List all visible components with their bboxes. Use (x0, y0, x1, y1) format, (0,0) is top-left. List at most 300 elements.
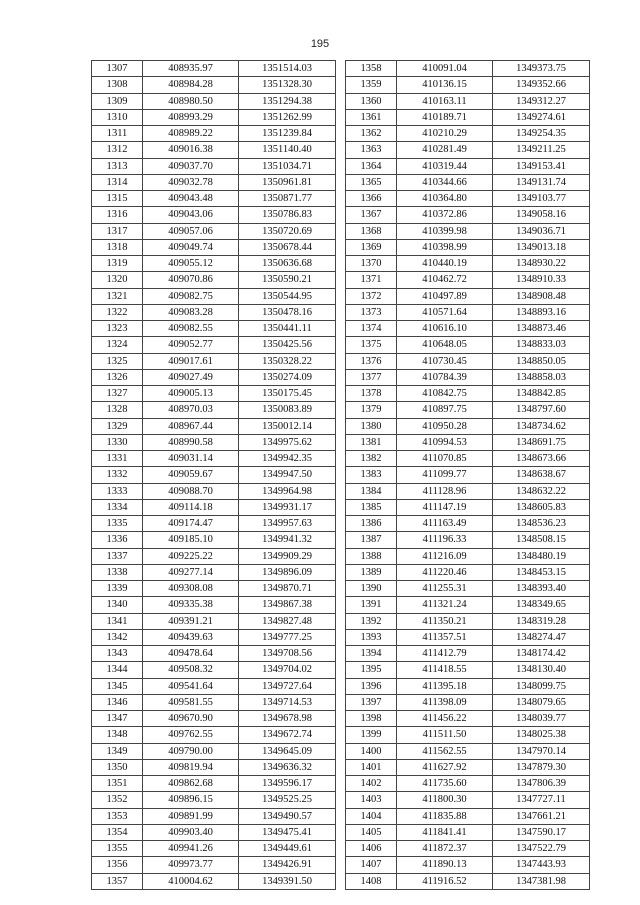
table-row (346, 239, 590, 255)
point-number-cell: 1389 (346, 564, 397, 580)
table-row (346, 581, 590, 597)
x-coordinate-cell: 408990.58 (143, 434, 239, 450)
x-coordinate-cell: 409037.70 (143, 158, 239, 174)
y-coordinate-cell: 1347970.14 (493, 743, 590, 759)
table-row (346, 158, 590, 174)
point-number-cell: 1351 (92, 776, 143, 792)
y-coordinate-cell: 1348393.40 (493, 581, 590, 597)
point-number-cell: 1340 (92, 597, 143, 613)
table-row (346, 223, 590, 239)
y-coordinate-cell: 1348908.48 (493, 288, 590, 304)
y-coordinate-cell: 1349708.56 (239, 646, 336, 662)
point-number-cell: 1333 (92, 483, 143, 499)
table-row (346, 337, 590, 353)
x-coordinate-cell: 410616.10 (397, 321, 493, 337)
table-row (346, 499, 590, 515)
y-coordinate-cell: 1349426.91 (239, 857, 336, 873)
point-number-cell: 1323 (92, 321, 143, 337)
point-number-cell: 1374 (346, 321, 397, 337)
y-coordinate-cell: 1349975.62 (239, 434, 336, 450)
x-coordinate-cell: 411627.92 (397, 759, 493, 775)
x-coordinate-cell: 411890.13 (397, 857, 493, 873)
x-coordinate-cell: 411735.60 (397, 776, 493, 792)
point-number-cell: 1392 (346, 613, 397, 629)
x-coordinate-cell: 409043.06 (143, 207, 239, 223)
point-number-cell: 1349 (92, 743, 143, 759)
x-coordinate-cell: 409335.38 (143, 597, 239, 613)
table-row (92, 256, 336, 272)
y-coordinate-cell: 1349957.63 (239, 516, 336, 532)
point-number-cell: 1321 (92, 288, 143, 304)
y-coordinate-cell: 1347806.39 (493, 776, 590, 792)
table-row (92, 174, 336, 190)
table-row (346, 321, 590, 337)
point-number-cell: 1334 (92, 499, 143, 515)
y-coordinate-cell: 1349827.48 (239, 613, 336, 629)
point-number-cell: 1325 (92, 353, 143, 369)
point-number-cell: 1312 (92, 142, 143, 158)
x-coordinate-cell: 411412.79 (397, 646, 493, 662)
y-coordinate-cell: 1349678.98 (239, 711, 336, 727)
table-row (92, 304, 336, 320)
table-row (92, 402, 336, 418)
x-coordinate-cell: 409174.47 (143, 516, 239, 532)
x-coordinate-cell: 411147.19 (397, 499, 493, 515)
x-coordinate-cell: 409057.06 (143, 223, 239, 239)
table-row (92, 499, 336, 515)
table-row (92, 711, 336, 727)
x-coordinate-cell: 409017.61 (143, 353, 239, 369)
table-row (346, 434, 590, 450)
table-row (92, 434, 336, 450)
point-number-cell: 1368 (346, 223, 397, 239)
x-coordinate-cell: 409059.67 (143, 467, 239, 483)
y-coordinate-cell: 1349036.71 (493, 223, 590, 239)
table-row (346, 516, 590, 532)
table-row (346, 841, 590, 857)
x-coordinate-cell: 409032.78 (143, 174, 239, 190)
x-coordinate-cell: 410210.29 (397, 126, 493, 142)
point-number-cell: 1357 (92, 873, 143, 889)
table-row (346, 256, 590, 272)
y-coordinate-cell: 1349153.41 (493, 158, 590, 174)
y-coordinate-cell: 1348632.22 (493, 483, 590, 499)
coordinates-table-right (345, 60, 590, 890)
point-number-cell: 1380 (346, 418, 397, 434)
point-number-cell: 1348 (92, 727, 143, 743)
table-row (92, 353, 336, 369)
table-row (92, 824, 336, 840)
y-coordinate-cell: 1349636.32 (239, 759, 336, 775)
table-row (92, 581, 336, 597)
table-row (92, 239, 336, 255)
x-coordinate-cell: 409862.68 (143, 776, 239, 792)
x-coordinate-cell: 410730.45 (397, 353, 493, 369)
x-coordinate-cell: 410163.11 (397, 93, 493, 109)
x-coordinate-cell: 409185.10 (143, 532, 239, 548)
y-coordinate-cell: 1349211.25 (493, 142, 590, 158)
point-number-cell: 1373 (346, 304, 397, 320)
point-number-cell: 1319 (92, 256, 143, 272)
point-number-cell: 1313 (92, 158, 143, 174)
table-row (346, 451, 590, 467)
y-coordinate-cell: 1349964.98 (239, 483, 336, 499)
y-coordinate-cell: 1351140.40 (239, 142, 336, 158)
y-coordinate-cell: 1348605.83 (493, 499, 590, 515)
y-coordinate-cell: 1347727.11 (493, 792, 590, 808)
table-row (92, 516, 336, 532)
y-coordinate-cell: 1351262.99 (239, 109, 336, 125)
y-coordinate-cell: 1347590.17 (493, 824, 590, 840)
point-number-cell: 1335 (92, 516, 143, 532)
table-row (346, 272, 590, 288)
x-coordinate-cell: 411321.24 (397, 597, 493, 613)
x-coordinate-cell: 410189.71 (397, 109, 493, 125)
x-coordinate-cell: 410399.98 (397, 223, 493, 239)
table-row (92, 272, 336, 288)
table-row (92, 629, 336, 645)
x-coordinate-cell: 409941.26 (143, 841, 239, 857)
x-coordinate-cell: 409277.14 (143, 564, 239, 580)
point-number-cell: 1342 (92, 629, 143, 645)
x-coordinate-cell: 410842.75 (397, 386, 493, 402)
x-coordinate-cell: 409541.64 (143, 678, 239, 694)
x-coordinate-cell: 409790.00 (143, 743, 239, 759)
y-coordinate-cell: 1348174.42 (493, 646, 590, 662)
table-row (346, 743, 590, 759)
x-coordinate-cell: 410648.05 (397, 337, 493, 353)
y-coordinate-cell: 1348480.19 (493, 548, 590, 564)
x-coordinate-cell: 410571.64 (397, 304, 493, 320)
x-coordinate-cell: 411562.55 (397, 743, 493, 759)
point-number-cell: 1330 (92, 434, 143, 450)
x-coordinate-cell: 410281.49 (397, 142, 493, 158)
point-number-cell: 1400 (346, 743, 397, 759)
x-coordinate-cell: 408935.97 (143, 61, 239, 77)
point-number-cell: 1390 (346, 581, 397, 597)
y-coordinate-cell: 1350871.77 (239, 191, 336, 207)
y-coordinate-cell: 1350720.69 (239, 223, 336, 239)
table-row (92, 532, 336, 548)
y-coordinate-cell: 1349490.57 (239, 808, 336, 824)
table-row (92, 873, 336, 889)
y-coordinate-cell: 1350478.16 (239, 304, 336, 320)
table-row (346, 207, 590, 223)
x-coordinate-cell: 409027.49 (143, 369, 239, 385)
point-number-cell: 1364 (346, 158, 397, 174)
point-number-cell: 1352 (92, 792, 143, 808)
y-coordinate-cell: 1349352.66 (493, 77, 590, 93)
point-number-cell: 1395 (346, 662, 397, 678)
x-coordinate-cell: 411872.37 (397, 841, 493, 857)
x-coordinate-cell: 410897.75 (397, 402, 493, 418)
point-number-cell: 1362 (346, 126, 397, 142)
table-row (346, 174, 590, 190)
table-row (92, 142, 336, 158)
table-row (346, 61, 590, 77)
y-coordinate-cell: 1350083.89 (239, 402, 336, 418)
y-coordinate-cell: 1349777.25 (239, 629, 336, 645)
x-coordinate-cell: 409819.94 (143, 759, 239, 775)
point-number-cell: 1317 (92, 223, 143, 239)
x-coordinate-cell: 408970.03 (143, 402, 239, 418)
y-coordinate-cell: 1349947.50 (239, 467, 336, 483)
point-number-cell: 1405 (346, 824, 397, 840)
table-row (346, 857, 590, 873)
x-coordinate-cell: 409082.55 (143, 321, 239, 337)
x-coordinate-cell: 409439.63 (143, 629, 239, 645)
point-number-cell: 1308 (92, 77, 143, 93)
point-number-cell: 1361 (346, 109, 397, 125)
table-row (346, 873, 590, 889)
point-number-cell: 1366 (346, 191, 397, 207)
point-number-cell: 1344 (92, 662, 143, 678)
y-coordinate-cell: 1349727.64 (239, 678, 336, 694)
x-coordinate-cell: 409478.64 (143, 646, 239, 662)
point-number-cell: 1316 (92, 207, 143, 223)
y-coordinate-cell: 1349525.25 (239, 792, 336, 808)
point-number-cell: 1346 (92, 694, 143, 710)
table-row (92, 467, 336, 483)
point-number-cell: 1336 (92, 532, 143, 548)
y-coordinate-cell: 1351239.84 (239, 126, 336, 142)
table-row (92, 386, 336, 402)
table-row (92, 727, 336, 743)
table-row (92, 841, 336, 857)
x-coordinate-cell: 408993.29 (143, 109, 239, 125)
y-coordinate-cell: 1349013.18 (493, 239, 590, 255)
y-coordinate-cell: 1349131.74 (493, 174, 590, 190)
y-coordinate-cell: 1347522.79 (493, 841, 590, 857)
x-coordinate-cell: 409973.77 (143, 857, 239, 873)
table-row (92, 191, 336, 207)
x-coordinate-cell: 410398.99 (397, 239, 493, 255)
y-coordinate-cell: 1348536.23 (493, 516, 590, 532)
table-row (92, 694, 336, 710)
point-number-cell: 1309 (92, 93, 143, 109)
x-coordinate-cell: 409083.28 (143, 304, 239, 320)
table-row (92, 109, 336, 125)
point-number-cell: 1408 (346, 873, 397, 889)
table-row (346, 126, 590, 142)
point-number-cell: 1406 (346, 841, 397, 857)
y-coordinate-cell: 1348910.33 (493, 272, 590, 288)
x-coordinate-cell: 409016.38 (143, 142, 239, 158)
y-coordinate-cell: 1348099.75 (493, 678, 590, 694)
point-number-cell: 1403 (346, 792, 397, 808)
point-number-cell: 1386 (346, 516, 397, 532)
x-coordinate-cell: 409055.12 (143, 256, 239, 272)
point-number-cell: 1388 (346, 548, 397, 564)
y-coordinate-cell: 1347443.93 (493, 857, 590, 873)
y-coordinate-cell: 1350274.09 (239, 369, 336, 385)
point-number-cell: 1358 (346, 61, 397, 77)
point-number-cell: 1370 (346, 256, 397, 272)
y-coordinate-cell: 1348079.65 (493, 694, 590, 710)
x-coordinate-cell: 410004.62 (143, 873, 239, 889)
point-number-cell: 1367 (346, 207, 397, 223)
table-row (346, 304, 590, 320)
point-number-cell: 1337 (92, 548, 143, 564)
point-number-cell: 1387 (346, 532, 397, 548)
point-number-cell: 1404 (346, 808, 397, 824)
x-coordinate-cell: 410497.89 (397, 288, 493, 304)
x-coordinate-cell: 410364.80 (397, 191, 493, 207)
table-row (346, 369, 590, 385)
y-coordinate-cell: 1348638.67 (493, 467, 590, 483)
point-number-cell: 1356 (92, 857, 143, 873)
x-coordinate-cell: 408980.50 (143, 93, 239, 109)
x-coordinate-cell: 411835.88 (397, 808, 493, 824)
y-coordinate-cell: 1348319.28 (493, 613, 590, 629)
point-number-cell: 1402 (346, 776, 397, 792)
table-row (92, 792, 336, 808)
point-number-cell: 1360 (346, 93, 397, 109)
y-coordinate-cell: 1348274.47 (493, 629, 590, 645)
x-coordinate-cell: 411163.49 (397, 516, 493, 532)
table-row (346, 93, 590, 109)
y-coordinate-cell: 1347381.98 (493, 873, 590, 889)
point-number-cell: 1328 (92, 402, 143, 418)
x-coordinate-cell: 409052.77 (143, 337, 239, 353)
table-row (346, 109, 590, 125)
table-row (92, 759, 336, 775)
page-number: 195 (310, 38, 330, 50)
x-coordinate-cell: 411418.55 (397, 662, 493, 678)
x-coordinate-cell: 409114.18 (143, 499, 239, 515)
point-number-cell: 1343 (92, 646, 143, 662)
table-row (346, 694, 590, 710)
point-number-cell: 1385 (346, 499, 397, 515)
x-coordinate-cell: 411800.30 (397, 792, 493, 808)
y-coordinate-cell: 1349596.17 (239, 776, 336, 792)
point-number-cell: 1376 (346, 353, 397, 369)
point-number-cell: 1365 (346, 174, 397, 190)
x-coordinate-cell: 410784.39 (397, 369, 493, 385)
table-row (346, 548, 590, 564)
y-coordinate-cell: 1350328.22 (239, 353, 336, 369)
table-row (346, 808, 590, 824)
point-number-cell: 1318 (92, 239, 143, 255)
x-coordinate-cell: 411255.31 (397, 581, 493, 597)
x-coordinate-cell: 409308.08 (143, 581, 239, 597)
point-number-cell: 1329 (92, 418, 143, 434)
table-row (346, 646, 590, 662)
table-row (92, 126, 336, 142)
y-coordinate-cell: 1350425.56 (239, 337, 336, 353)
x-coordinate-cell: 409082.75 (143, 288, 239, 304)
x-coordinate-cell: 409762.55 (143, 727, 239, 743)
point-number-cell: 1382 (346, 451, 397, 467)
table-row (346, 418, 590, 434)
table-row (346, 613, 590, 629)
table-row (92, 223, 336, 239)
table-row (92, 418, 336, 434)
table-row (346, 662, 590, 678)
table-row (346, 142, 590, 158)
y-coordinate-cell: 1350441.11 (239, 321, 336, 337)
table-row (92, 483, 336, 499)
x-coordinate-cell: 410440.19 (397, 256, 493, 272)
point-number-cell: 1391 (346, 597, 397, 613)
table-row (346, 483, 590, 499)
point-number-cell: 1310 (92, 109, 143, 125)
point-number-cell: 1369 (346, 239, 397, 255)
table-row (92, 646, 336, 662)
y-coordinate-cell: 1349103.77 (493, 191, 590, 207)
y-coordinate-cell: 1349942.35 (239, 451, 336, 467)
y-coordinate-cell: 1347879.30 (493, 759, 590, 775)
table-row (346, 759, 590, 775)
y-coordinate-cell: 1349373.75 (493, 61, 590, 77)
table-row (346, 824, 590, 840)
x-coordinate-cell: 409508.32 (143, 662, 239, 678)
table-row (92, 93, 336, 109)
x-coordinate-cell: 411357.51 (397, 629, 493, 645)
point-number-cell: 1331 (92, 451, 143, 467)
y-coordinate-cell: 1349714.53 (239, 694, 336, 710)
point-number-cell: 1350 (92, 759, 143, 775)
y-coordinate-cell: 1349254.35 (493, 126, 590, 142)
table-row (92, 61, 336, 77)
y-coordinate-cell: 1348691.75 (493, 434, 590, 450)
y-coordinate-cell: 1349475.41 (239, 824, 336, 840)
x-coordinate-cell: 410994.53 (397, 434, 493, 450)
y-coordinate-cell: 1349672.74 (239, 727, 336, 743)
point-number-cell: 1324 (92, 337, 143, 353)
x-coordinate-cell: 409581.55 (143, 694, 239, 710)
x-coordinate-cell: 409049.74 (143, 239, 239, 255)
x-coordinate-cell: 408989.22 (143, 126, 239, 142)
table-row (346, 776, 590, 792)
table-row (346, 77, 590, 93)
x-coordinate-cell: 411099.77 (397, 467, 493, 483)
point-number-cell: 1339 (92, 581, 143, 597)
point-number-cell: 1338 (92, 564, 143, 580)
point-number-cell: 1332 (92, 467, 143, 483)
y-coordinate-cell: 1348833.03 (493, 337, 590, 353)
y-coordinate-cell: 1350175.45 (239, 386, 336, 402)
x-coordinate-cell: 411196.33 (397, 532, 493, 548)
y-coordinate-cell: 1348130.40 (493, 662, 590, 678)
coordinates-table-left (91, 60, 336, 890)
point-number-cell: 1407 (346, 857, 397, 873)
point-number-cell: 1393 (346, 629, 397, 645)
table-row (92, 158, 336, 174)
point-number-cell: 1377 (346, 369, 397, 385)
x-coordinate-cell: 409903.40 (143, 824, 239, 840)
table-row (92, 288, 336, 304)
table-row (346, 792, 590, 808)
point-number-cell: 1399 (346, 727, 397, 743)
table-row (346, 532, 590, 548)
table-row (92, 743, 336, 759)
table-row (92, 808, 336, 824)
table-row (92, 77, 336, 93)
table-row (346, 386, 590, 402)
x-coordinate-cell: 409005.13 (143, 386, 239, 402)
point-number-cell: 1347 (92, 711, 143, 727)
table-row (92, 451, 336, 467)
table-row (346, 288, 590, 304)
table-row (346, 467, 590, 483)
point-number-cell: 1315 (92, 191, 143, 207)
x-coordinate-cell: 409891.99 (143, 808, 239, 824)
y-coordinate-cell: 1349867.38 (239, 597, 336, 613)
table-row (92, 564, 336, 580)
y-coordinate-cell: 1350636.68 (239, 256, 336, 272)
y-coordinate-cell: 1351514.03 (239, 61, 336, 77)
